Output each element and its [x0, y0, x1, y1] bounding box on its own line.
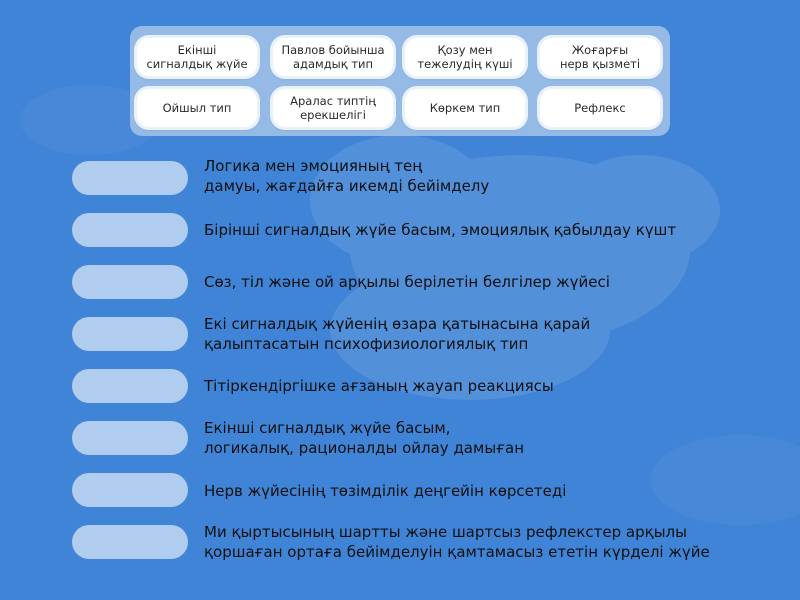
tile-label: Екінші сигналдық жүйе	[146, 43, 248, 71]
tile-mixed-type-feature[interactable]	[273, 89, 393, 127]
drop-slot-6[interactable]	[72, 421, 188, 455]
tile-label: Павлов бойынша адамдық тип	[281, 43, 385, 71]
tile-second-signal-system[interactable]	[137, 38, 257, 76]
tile-reflex[interactable]	[540, 89, 660, 127]
tile-label: Көркем тип	[429, 101, 501, 115]
tile-pavlov-human-type[interactable]	[273, 38, 393, 76]
tile-label: Ойшыл тип	[162, 101, 232, 115]
tile-label: Рефлекс	[574, 101, 626, 115]
clue-text: Бірінші сигналдық жүйе басым, эмоциялық қабылдау күшт	[204, 221, 677, 239]
drop-slot-2[interactable]	[72, 213, 188, 247]
clue-text: Нерв жүйесінің төзімділік деңгейін көрсетеді	[204, 482, 567, 500]
tile-excitation-inhibition-strength[interactable]	[405, 38, 525, 76]
drop-slot-3[interactable]	[72, 265, 188, 299]
drop-slot-4[interactable]	[72, 317, 188, 351]
clue-text: Екінші сигналдық жүйе басым, логикалық, рационалды ойлау дамыған	[204, 419, 525, 457]
clue-text: Екі сигналдық жүйенің өзара қатынасына қарай қалыптасатын психофизиологиялық тип	[204, 315, 591, 353]
tile-thinker-type[interactable]	[137, 89, 257, 127]
tile-higher-nervous-activity[interactable]	[540, 38, 660, 76]
tile-artistic-type[interactable]	[405, 89, 525, 127]
clue-text: Логика мен эмоцияның тең дамуы, жағдайға икемді бейімделу	[204, 157, 490, 195]
drop-slot-1[interactable]	[72, 161, 188, 195]
clue-text: Ми қыртысының шартты және шартсыз рефлекстер арқылы қоршаған ортаға бейімделуін қамтамасыз ететін күрделі жүйе	[204, 523, 710, 561]
tile-label: Жоғарғы нерв қызметі	[559, 43, 641, 71]
clue-text: Сөз, тіл және ой арқылы берілетін белгілер жүйесі	[204, 273, 610, 291]
clue-text: Тітіркендіргішке ағзаның жауап реакциясы	[204, 377, 554, 395]
drop-slot-8[interactable]	[72, 525, 188, 559]
drop-slot-7[interactable]	[72, 473, 188, 507]
tile-label: Аралас типтің ерекшелігі	[290, 94, 376, 122]
tile-label: Қозу мен тежелудің күші	[417, 43, 513, 71]
drop-slot-5[interactable]	[72, 369, 188, 403]
